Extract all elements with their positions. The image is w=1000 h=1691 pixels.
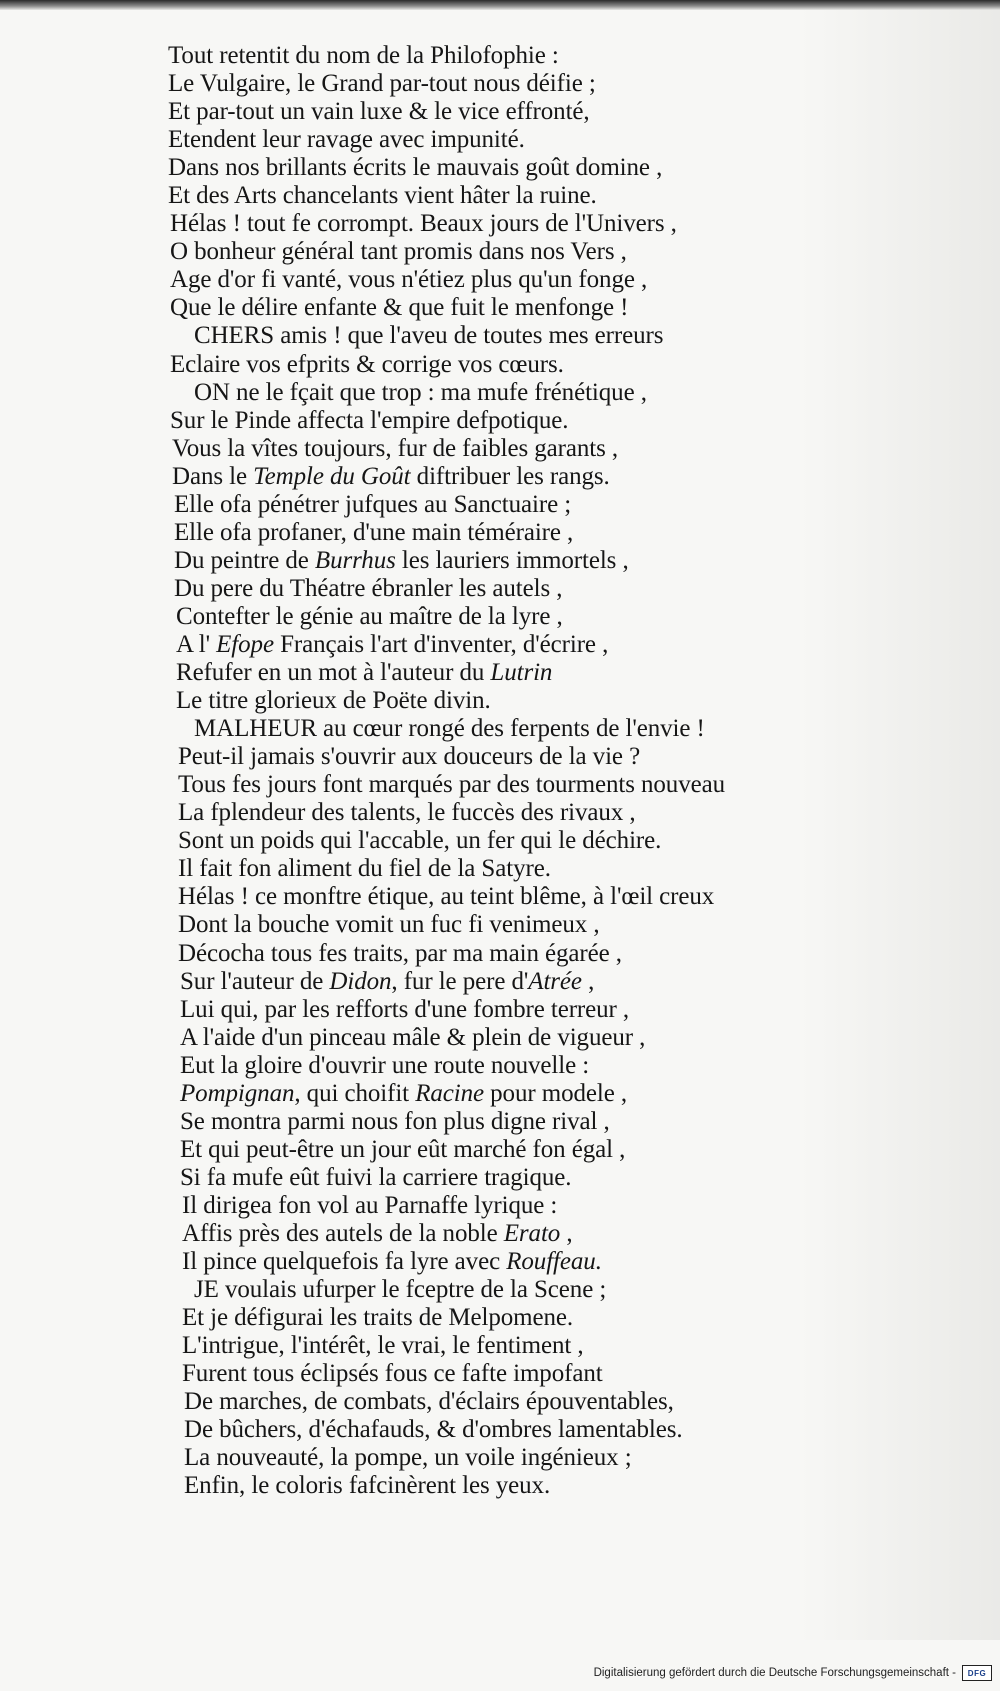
poem-line bbox=[168, 351, 968, 379]
line-text: Lui qui, par les refforts d'une fombre terreur , bbox=[180, 995, 630, 1023]
poem-line bbox=[168, 322, 968, 350]
line-text: Furent tous éclipsés fous ce fafte impofant bbox=[182, 1360, 603, 1388]
line-text: La fplendeur des talents, le fuccès des rivaux , bbox=[178, 799, 636, 827]
poem-line bbox=[168, 435, 968, 463]
line-text: Hélas ! ce monftre étique, au teint blême, à l'œil creux bbox=[178, 883, 715, 911]
line-text: Il pince quelquefois fa lyre avec bbox=[182, 1248, 507, 1276]
poem-line bbox=[168, 827, 968, 855]
line-text: Le Vulgaire, le Grand par-tout nous déifie ; bbox=[168, 70, 596, 98]
dfg-logo: DFG bbox=[962, 1665, 992, 1681]
line-text: Se montra parmi nous fon plus digne rival , bbox=[180, 1107, 610, 1135]
line-text: ON ne le fçait que trop : ma mufe frénétique , bbox=[194, 378, 647, 406]
line-text: pour modele , bbox=[484, 1079, 628, 1107]
line-text: Hélas ! tout fe corrompt. Beaux jours de l'Univers , bbox=[170, 210, 677, 238]
poem-line bbox=[168, 294, 968, 322]
italic-title: Rouffeau. bbox=[506, 1248, 602, 1276]
poem-line bbox=[168, 1220, 968, 1248]
italic-title: Erato bbox=[503, 1219, 561, 1247]
poem-line bbox=[168, 1248, 968, 1276]
poem-line bbox=[168, 1024, 968, 1052]
line-text: L'intrigue, l'intérêt, le vrai, le fentiment , bbox=[182, 1332, 584, 1360]
poem-line bbox=[168, 379, 968, 407]
poem-line bbox=[168, 1472, 968, 1500]
line-text: Elle ofa pénétrer jufques au Sanctuaire ; bbox=[174, 490, 572, 518]
line-text: Si fa mufe eût fuivi la carriere tragique. bbox=[180, 1163, 572, 1191]
poem-line bbox=[168, 210, 968, 238]
poem-line bbox=[168, 575, 968, 603]
line-text: Et par-tout un vain luxe & le vice effronté, bbox=[168, 98, 590, 126]
poem-line bbox=[168, 1388, 968, 1416]
poem-line bbox=[168, 1108, 968, 1136]
line-text: Affis près des autels de la noble bbox=[182, 1219, 504, 1247]
line-text: MALHEUR au cœur rongé des ferpents de l'envie ! bbox=[194, 715, 705, 743]
poem-line bbox=[168, 1332, 968, 1360]
line-text: Tous fes jours font marqués par des tourments nouveau bbox=[178, 771, 725, 799]
line-text: Et des Arts chancelants vient hâter la ruine. bbox=[168, 182, 597, 210]
poem-line bbox=[168, 1276, 968, 1304]
line-text: JE voulais ufurper le fceptre de la Scene ; bbox=[194, 1276, 607, 1304]
poem-line bbox=[168, 911, 968, 939]
line-text: Eclaire vos efprits & corrige vos cœurs. bbox=[170, 350, 564, 378]
poem-line bbox=[168, 266, 968, 294]
line-text: les lauriers immortels , bbox=[395, 546, 629, 574]
line-text: CHERS amis ! que l'aveu de toutes mes erreurs bbox=[194, 322, 664, 350]
line-text: Et je défigurai les traits de Melpomene. bbox=[182, 1304, 574, 1332]
line-text: Que le délire enfante & que fuit le menfonge ! bbox=[170, 294, 629, 322]
line-text: Sur le Pinde affecta l'empire defpotique. bbox=[170, 406, 569, 434]
poem-line bbox=[168, 883, 968, 911]
poem-line bbox=[168, 1164, 968, 1192]
line-text: , bbox=[581, 967, 595, 995]
poem-line bbox=[168, 182, 968, 210]
poem-line bbox=[168, 1192, 968, 1220]
poem-line bbox=[168, 1052, 968, 1080]
line-text: Français l'art d'inventer, d'écrire , bbox=[273, 630, 609, 658]
line-text: Du pere du Théatre ébranler les autels , bbox=[174, 574, 563, 602]
credit-text: Digitalisierung gefördert durch die Deutsche Forschungsgemeinschaft - bbox=[593, 1667, 956, 1679]
line-text: Enfin, le coloris fafcinèrent les yeux. bbox=[184, 1472, 551, 1500]
poem-line bbox=[168, 631, 968, 659]
poem-line bbox=[168, 42, 968, 70]
line-text: Dont la bouche vomit un fuc fi venimeux , bbox=[178, 911, 600, 939]
italic-title: Racine bbox=[415, 1079, 484, 1107]
poem-line bbox=[168, 1444, 968, 1472]
line-text: diftribuer les rangs. bbox=[410, 462, 610, 490]
line-text: Sont un poids qui l'accable, un fer qui le déchire. bbox=[178, 827, 662, 855]
poem-line bbox=[168, 519, 968, 547]
line-text: Tout retentit du nom de la Philofophie : bbox=[168, 42, 559, 69]
poem-text-block bbox=[168, 42, 968, 1500]
line-text: De marches, de combats, d'éclairs épouventables, bbox=[184, 1388, 674, 1416]
line-text: Il fait fon aliment du fiel de la Satyre. bbox=[178, 855, 551, 883]
poem-line bbox=[168, 463, 968, 491]
line-text: Elle ofa profaner, d'une main téméraire , bbox=[174, 518, 574, 546]
poem-line bbox=[168, 687, 968, 715]
poem-line bbox=[168, 659, 968, 687]
line-text: Eut la gloire d'ouvrir une route nouvelle : bbox=[180, 1051, 590, 1079]
italic-title: Pompignan bbox=[180, 1079, 295, 1107]
poem-line bbox=[168, 491, 968, 519]
poem-line bbox=[168, 154, 968, 182]
poem-line bbox=[168, 996, 968, 1024]
line-text: Dans nos brillants écrits le mauvais goût domine , bbox=[168, 154, 663, 182]
poem-line bbox=[168, 98, 968, 126]
poem-line bbox=[168, 407, 968, 435]
line-text: , qui choifit bbox=[294, 1079, 416, 1107]
line-text: De bûchers, d'échafauds, & d'ombres lamentables. bbox=[184, 1416, 683, 1444]
line-text: A l' bbox=[176, 630, 217, 658]
poem-line bbox=[168, 1136, 968, 1164]
line-text: Dans le bbox=[172, 462, 254, 490]
poem-line bbox=[168, 940, 968, 968]
poem-line bbox=[168, 547, 968, 575]
italic-title: Efope bbox=[216, 630, 274, 658]
poem-line bbox=[168, 743, 968, 771]
digitization-credit bbox=[594, 1663, 992, 1683]
poem-line bbox=[168, 1416, 968, 1444]
poem-line bbox=[168, 855, 968, 883]
poem-line bbox=[168, 603, 968, 631]
line-text: Il dirigea fon vol au Parnaffe lyrique : bbox=[182, 1191, 558, 1219]
line-text: O bonheur général tant promis dans nos Vers , bbox=[170, 238, 627, 266]
italic-title: Atrée bbox=[528, 967, 582, 995]
line-text: , fur le pere d' bbox=[391, 967, 529, 995]
poem-line bbox=[168, 799, 968, 827]
scan-top-edge bbox=[0, 0, 1000, 10]
line-text: Etendent leur ravage avec impunité. bbox=[168, 126, 525, 154]
line-text: Peut-il jamais s'ouvrir aux douceurs de la vie ? bbox=[178, 743, 641, 771]
line-text: Le titre glorieux de Poëte divin. bbox=[176, 687, 491, 715]
italic-title: Lutrin bbox=[490, 659, 553, 687]
line-text: Age d'or fi vanté, vous n'étiez plus qu'un fonge , bbox=[170, 266, 648, 294]
poem-line bbox=[168, 1080, 968, 1108]
italic-title: Didon bbox=[329, 967, 392, 995]
line-text: La nouveauté, la pompe, un voile ingénieux ; bbox=[184, 1444, 632, 1472]
poem-line bbox=[168, 968, 968, 996]
poem-line bbox=[168, 1304, 968, 1332]
poem-line bbox=[168, 1360, 968, 1388]
poem-line bbox=[168, 715, 968, 743]
italic-title: Temple du Goût bbox=[253, 462, 411, 490]
line-text: , bbox=[560, 1219, 573, 1247]
line-text: Sur l'auteur de bbox=[180, 967, 330, 995]
italic-title: Burrhus bbox=[314, 546, 396, 574]
line-text: Refufer en un mot à l'auteur du bbox=[176, 659, 491, 687]
poem-line bbox=[168, 70, 968, 98]
poem-line bbox=[168, 126, 968, 154]
line-text: Du peintre de bbox=[174, 546, 315, 574]
line-text: A l'aide d'un pinceau mâle & plein de vigueur , bbox=[180, 1023, 646, 1051]
poem-line bbox=[168, 238, 968, 266]
poem-line bbox=[168, 771, 968, 799]
line-text: Décocha tous fes traits, par ma main égarée , bbox=[178, 939, 622, 967]
line-text: Contefter le génie au maître de la lyre , bbox=[176, 602, 563, 630]
line-text: Et qui peut-être un jour eût marché fon égal , bbox=[180, 1135, 626, 1163]
line-text: Vous la vîtes toujours, fur de faibles garants , bbox=[172, 434, 619, 462]
